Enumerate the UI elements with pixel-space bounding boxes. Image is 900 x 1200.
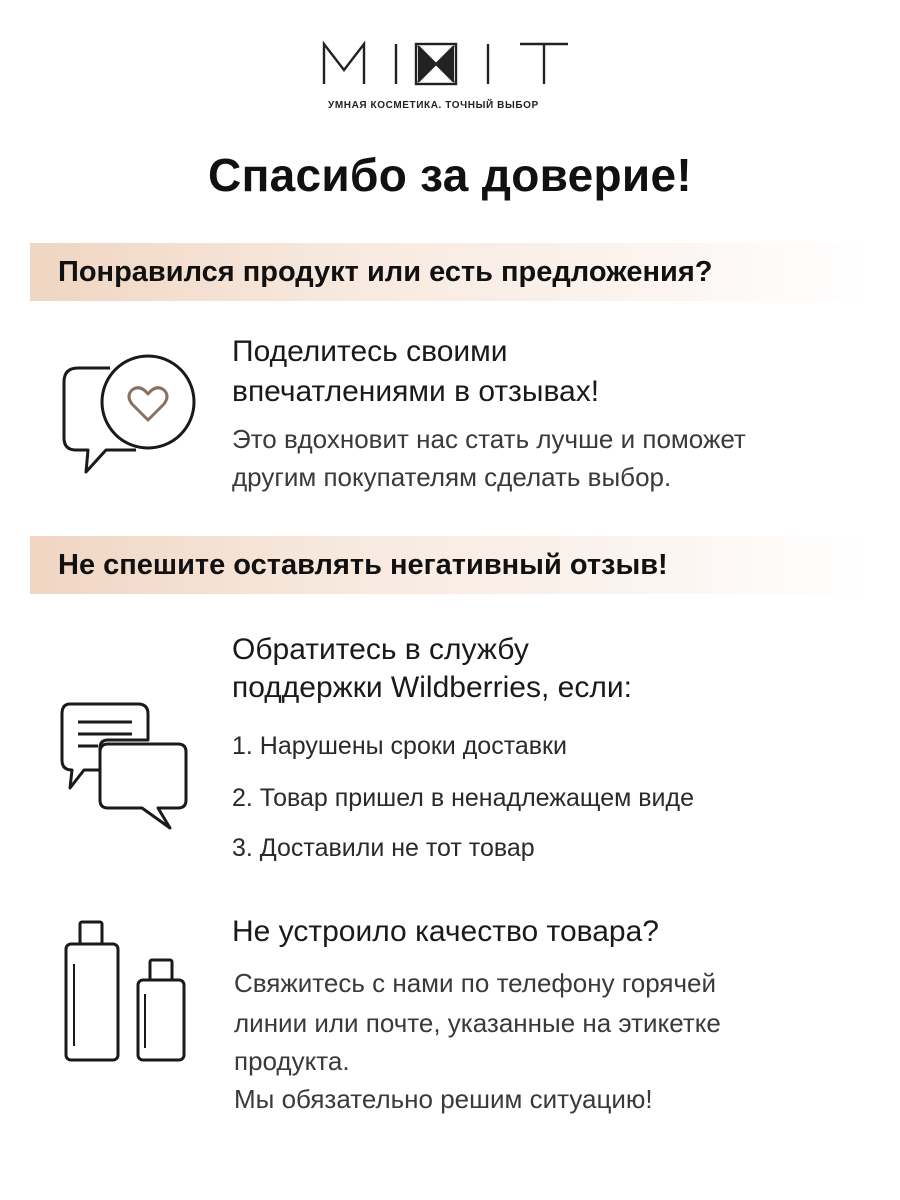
section3-text-line2: линии или почте, указанные на этикетке [234,1008,721,1038]
section3-heading: Не устроило качество товара? [232,915,659,948]
bottles-icon [60,918,190,1063]
section2-heading-line1: Обратитесь в службу [232,633,529,666]
section1-text-line2: другим покупателям сделать выбор. [232,462,672,492]
list-item: 3. Доставили не тот товар [232,834,535,862]
list-item: 2. Товар пришел в ненадлежащем виде [232,784,694,812]
mixit-logo-icon [320,38,580,90]
chat-bubbles-icon [58,700,193,835]
section-band-feedback [30,243,870,301]
brand-tagline: УМНАЯ КОСМЕТИКА. ТОЧНЫЙ ВЫБОР [328,100,539,111]
section3-text-line4: Мы обязательно решим ситуацию! [234,1084,653,1114]
list-item: 1. Нарушены сроки доставки [232,732,567,760]
section-band-negative [30,536,870,594]
section1-text-line1: Это вдохновит нас стать лучше и поможет [232,424,746,454]
section1-heading-line2: впечатлениями в отзывах! [232,375,600,408]
section1-heading-line1: Поделитесь своими [232,335,508,368]
brand-logo [0,38,900,111]
section2-heading-line2: поддержки Wildberries, если: [232,671,632,704]
band-feedback-text: Понравился продукт или есть предложения? [58,256,713,288]
page-title: Спасибо за доверие! [208,149,692,201]
band-negative-text: Не спешите оставлять негативный отзыв! [58,549,668,581]
section3-text-line1: Свяжитесь с нами по телефону горячей [234,968,716,998]
section3-text-line3: продукта. [234,1046,350,1076]
chat-heart-icon [58,350,198,475]
